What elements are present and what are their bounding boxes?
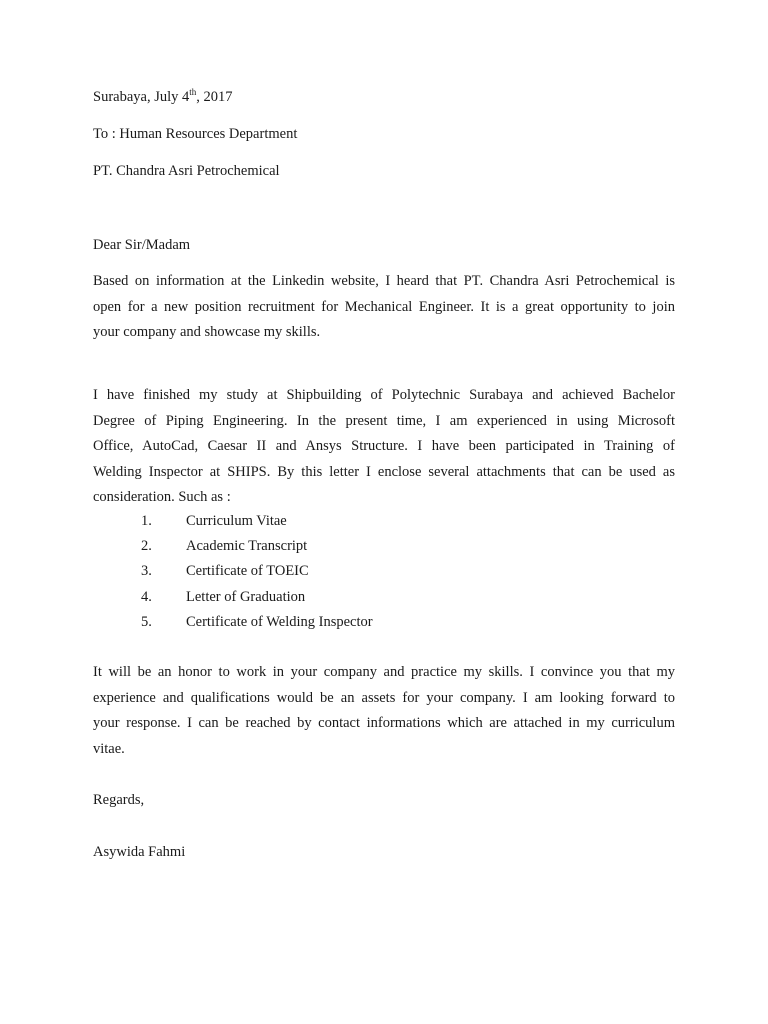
paragraph-line: I have finished my study at Shipbuilding of Polytechnic Surabaya and achieved Bachelor — [93, 387, 675, 403]
paragraph-line: your company and showcase my skills. — [93, 324, 321, 340]
paragraph-closing — [93, 660, 675, 762]
list-label: Academic Transcript — [186, 538, 308, 555]
list-label: Letter of Graduation — [186, 588, 306, 605]
list-label: Curriculum Vitae — [186, 513, 287, 529]
list-item — [141, 537, 373, 562]
list-item — [141, 562, 373, 587]
paragraph-line: Office, AutoCad, Caesar II and Ansys Structure. I have been participated in Training of — [93, 438, 675, 454]
paragraph-intro — [93, 269, 675, 346]
paragraph-line: vitae. — [93, 740, 125, 757]
closing: Regards, — [93, 792, 145, 808]
date-year: , 2017 — [196, 89, 233, 105]
paragraph-line: It will be an honor to work in your company and practice my skills. I convince you that my — [93, 664, 675, 680]
date-line — [93, 88, 233, 106]
list-item — [141, 512, 373, 537]
list-label: Certificate of TOEIC — [186, 563, 309, 580]
paragraph-line: Welding Inspector at SHIPS. By this letter I enclose several attachments that can be used as — [93, 463, 675, 480]
list-number: 2. — [141, 538, 152, 555]
list-number: 4. — [141, 588, 152, 605]
company-line: PT. Chandra Asri Petrochemical — [93, 163, 280, 179]
place-date: Surabaya, July 4 — [93, 89, 190, 105]
list-number: 3. — [141, 563, 152, 580]
paragraph-line: Based on information at the Linkedin website, I heard that PT. Chandra Asri Petrochemical is — [93, 273, 675, 289]
list-label: Certificate of Welding Inspector — [186, 613, 373, 630]
signature-name: Asywida Fahmi — [93, 844, 186, 860]
paragraph-line: your response. I can be reached by contact informations which are attached in my curriculum — [93, 715, 675, 731]
date-suffix: th — [189, 87, 197, 98]
paragraph-background — [93, 383, 675, 511]
list-item — [141, 588, 373, 613]
list-number: 5. — [141, 613, 152, 630]
salutation: Dear Sir/Madam — [93, 237, 191, 253]
list-number: 1. — [141, 513, 152, 529]
paragraph-line: open for a new position recruitment for Mechanical Engineer. It is a great opportunity to join — [93, 298, 675, 315]
paragraph-line: consideration. Such as : — [93, 489, 231, 505]
recipient-line: To : Human Resources Department — [93, 126, 298, 142]
paragraph-line: Degree of Piping Engineering. In the present time, I am experienced in using Microsoft — [93, 412, 675, 429]
paragraph-line: experience and qualifications would be an assets for your company. I am looking forward to — [93, 689, 675, 706]
attachments-list — [141, 512, 373, 638]
list-item — [141, 613, 373, 638]
